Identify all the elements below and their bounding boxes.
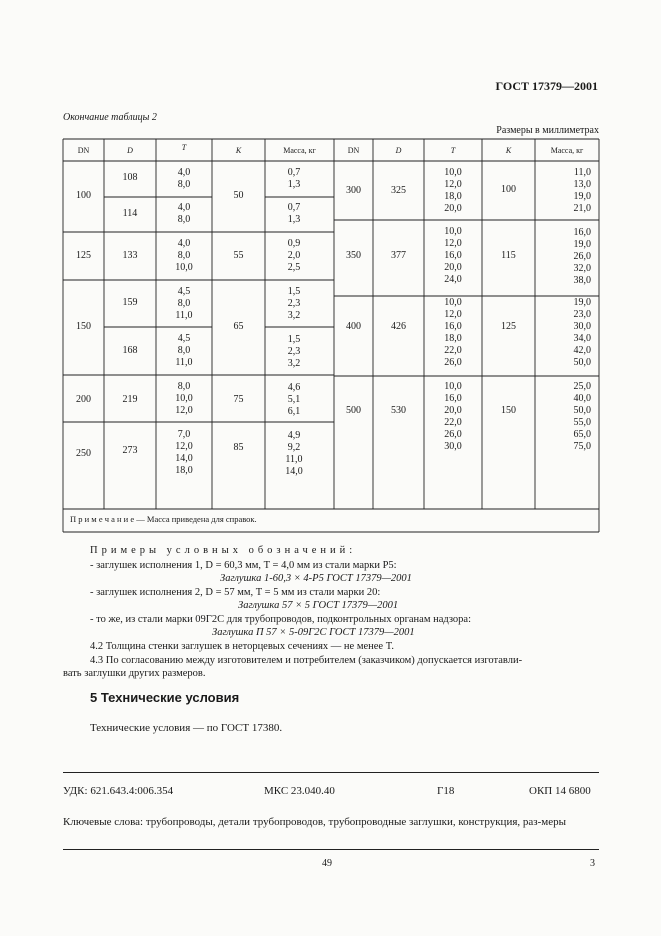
table-cell-mass: 25,0 40,0 50,0 55,0 65,0 75,0 (573, 381, 591, 452)
clause-4-3-cont: вать заглушки других размеров. (63, 668, 206, 679)
example-2: - заглушек исполнения 2, D = 57 мм, T = 5 мм из стали марки 20: (90, 587, 381, 598)
table-cell-mass: 0,7 1,3 (287, 202, 301, 225)
header-t-left: T (181, 143, 187, 152)
header-mass-left: Масса, кг (283, 146, 316, 155)
table-cell-dn: 150 (76, 321, 91, 332)
section-5-title: 5 Технические условия (90, 690, 240, 705)
header-dn-left: DN (77, 146, 90, 155)
header-dn-right: DN (347, 146, 360, 155)
table-cell-d: 108 (122, 172, 138, 183)
table-cell-mass: 16,0 19,0 26,0 32,0 38,0 (573, 227, 591, 286)
table-cell-dn: 250 (76, 448, 91, 459)
clause-4-3: 4.3 По согласованию между изготовителем и потребителем (заказчиком) допускается изготавли- (90, 655, 523, 666)
table-cell-t: 10,0 16,0 20,0 22,0 26,0 30,0 (444, 381, 462, 452)
footer-okp: ОКП 14 6800 (529, 785, 591, 797)
table-cell-t: 4,0 8,0 10,0 (175, 238, 193, 273)
examples-heading: Примеры условных обозначений: (90, 545, 357, 556)
table-cell-dn: 100 (76, 190, 91, 201)
table-cell-mass: 4,9 9,2 11,0 14,0 (285, 430, 303, 477)
header-k-right: K (505, 146, 512, 155)
table-cell-mass: 4,6 5,1 6,1 (287, 382, 301, 417)
footer-group: Г18 (437, 785, 455, 797)
table-cell-t: 4,5 8,0 11,0 (175, 286, 193, 321)
table-cell-dn: 125 (76, 250, 91, 261)
clause-4-2: 4.2 Толщина стенки заглушек в неторцевых сечениях — не менее T. (90, 641, 394, 652)
example-1-code: Заглушка 1-60,3 × 4-Р5 ГОСТ 17379—2001 (220, 573, 412, 584)
table-cell-dn: 300 (346, 185, 361, 196)
example-2-code: Заглушка 57 × 5 ГОСТ 17379—2001 (238, 600, 399, 611)
section-5-text: Технические условия — по ГОСТ 17380. (90, 722, 283, 734)
page-number: 49 (322, 858, 332, 869)
table-cell-d: 426 (391, 321, 406, 332)
table-cell-d: 273 (122, 445, 138, 456)
sheet-number: 3 (590, 858, 595, 869)
table-cell-t: 10,0 12,0 18,0 20,0 (444, 167, 462, 214)
table-cell-t: 7,0 12,0 14,0 18,0 (175, 429, 193, 476)
footer-divider-top (63, 772, 599, 773)
header-d-right: D (395, 146, 402, 155)
table-caption: Окончание таблицы 2 (63, 112, 157, 123)
table-cell-dn: 400 (346, 321, 361, 332)
table-cell-d: 159 (122, 297, 138, 308)
example-1: - заглушек исполнения 1, D = 60,3 мм, T = 4,0 мм из стали марки Р5: (90, 560, 397, 571)
table-cell-d: 530 (391, 405, 406, 416)
table-cell-k: 55 (233, 250, 244, 261)
table-cell-dn: 350 (346, 250, 361, 261)
header-mass-right: Масса, кг (550, 146, 584, 155)
table-cell-k: 85 (233, 442, 244, 453)
table-cell-k: 150 (501, 405, 516, 416)
table-cell-t: 8,0 10,0 12,0 (175, 381, 193, 416)
table-note: П р и м е ч а н и е — Масса приведена для справок. (70, 514, 257, 524)
footer-divider-bottom (63, 849, 599, 850)
table-cell-d: 219 (122, 394, 138, 405)
footer-keywords: Ключевые слова: трубопроводы, детали трубопроводов, трубопроводные заглушки, конструкция, раз-меры (63, 816, 567, 828)
table-cell-t: 10,0 12,0 16,0 18,0 22,0 26,0 (444, 297, 462, 368)
table-cell-d: 325 (391, 185, 406, 196)
header-k-left: K (235, 146, 242, 155)
header-d-left: D (127, 146, 133, 155)
table-cell-dn: 200 (76, 394, 91, 405)
table-cell-t: 4,5 8,0 11,0 (175, 333, 193, 368)
table-cell-t: 4,0 8,0 (177, 202, 191, 225)
table-cell-k: 115 (501, 250, 516, 261)
table-cell-t: 10,0 12,0 16,0 20,0 24,0 (444, 226, 462, 285)
table-cell-k: 100 (501, 184, 516, 195)
table-cell-d: 133 (122, 250, 138, 261)
table-cell-d: 114 (122, 208, 138, 219)
table-cell-k: 75 (233, 394, 244, 405)
table-cell-t: 4,0 8,0 (177, 167, 191, 190)
table-cell-k: 50 (233, 190, 244, 201)
table-cell-mass: 19,0 23,0 30,0 34,0 42,0 50,0 (573, 297, 591, 368)
table-cell-k: 125 (501, 321, 516, 332)
example-3-code: Заглушка П 57 × 5-09Г2С ГОСТ 17379—2001 (212, 627, 415, 638)
table-cell-mass: 1,5 2,3 3,2 (287, 334, 301, 369)
footer-mks: МКС 23.040.40 (264, 785, 335, 797)
table-cell-k: 65 (233, 321, 244, 332)
example-3: - то же, из стали марки 09Г2С для трубопроводов, подконтрольных органам надзора: (90, 614, 472, 625)
table-cell-mass: 1,5 2,3 3,2 (287, 286, 301, 321)
standard-number: ГОСТ 17379—2001 (495, 79, 598, 93)
table-cell-mass: 11,0 13,0 19,0 21,0 (573, 167, 591, 214)
header-t-right: T (450, 146, 456, 155)
table-cell-mass: 0,7 1,3 (287, 167, 301, 190)
table-cell-mass: 0,9 2,0 2,5 (287, 238, 301, 273)
table-cell-dn: 500 (346, 405, 361, 416)
footer-udk: УДК: 621.643.4:006.354 (63, 785, 174, 797)
table-units: Размеры в миллиметрах (496, 125, 599, 136)
table-cell-d: 168 (122, 345, 138, 356)
table-cell-d: 377 (391, 250, 406, 261)
